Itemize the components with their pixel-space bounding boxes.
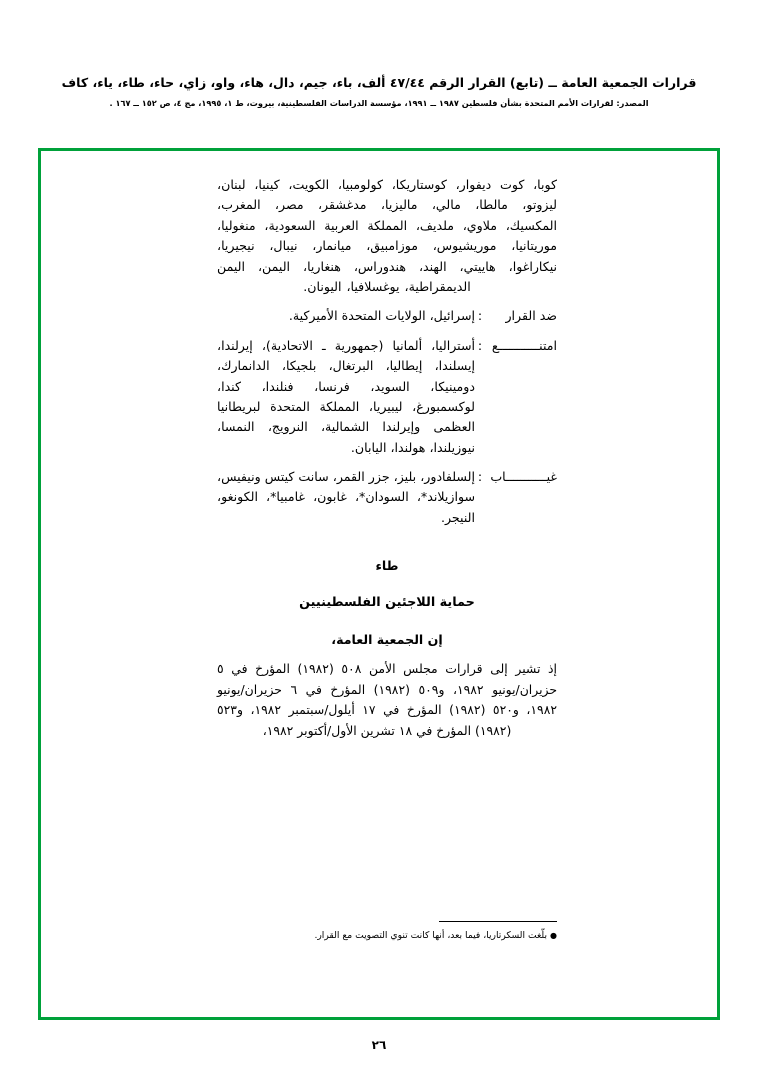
document-content: [217, 175, 557, 742]
vote-row: [217, 336, 557, 458]
header-source: المصدر: لقرارات الأمم المتحدة بشأن فلسطين ١٩٨٧ ــ ١٩٩١، مؤسسة الدراسات الفلسطينية، بيروت، ط ١، ١٩٩٥، مج ٤، ص ١٥٢ ــ ١٦٧ .: [109, 97, 649, 108]
footnote-bullet-icon: ●: [550, 930, 557, 940]
vote-label: ضد القرار: [505, 308, 557, 324]
footnote: [217, 921, 557, 943]
country-list-text: كوبا، كوت ديفوار، كوستاريكا، كولومبيا، الكويت، كينيا، لبنان، ليزوتو، مالطا، مالي، ماليزيا، مدغشقر، مصر، المغرب، المكسيك، ملاوي، ملديف، المملكة العربية السعودية، منغوليا، موريتانيا، موريشيوس، موزامبيق، ميانمار، نيبال، نيجيريا، نيكاراغوا، هاييتي، الهند، هندوراس، هنغاريا، اليمن، اليمن الديمقراطية، يوغسلافيا، اليونان.: [217, 177, 557, 294]
vote-label: امتنـــــــــــع: [491, 337, 557, 353]
vote-colon: :: [477, 469, 483, 485]
resolution-paragraph: إذ تشير إلى قرارات مجلس الأمن ٥٠٨ (١٩٨٢) المؤرخ في ٥ حزيران/يونيو ١٩٨٢، و٥٠٩ (١٩٨٢) المؤرخ في ٦ حزيران/يونيو ١٩٨٢، و٥٢٠ (١٩٨٢) المؤرخ في ١٧ أيلول/سبتمبر ١٩٨٢، و٥٢٣ (١٩٨٢) المؤرخ في ١٨ تشرين الأول/أكتوبر ١٩٨٢،: [217, 661, 558, 739]
resolution-title: حماية اللاجئين الفلسطينيين: [299, 595, 475, 611]
vote-text: أستراليا، ألمانيا (جمهورية ـ الاتحادية)، إيرلندا، إيسلندا، إيطاليا، البرتغال، بلجيكا، الدانمارك، دومينيكا، السويد، فرنسا، فنلندا، كندا، لوكسمبورغ، ليبيريا، المملكة المتحدة لبريطانيا العظمى وإيرلندا الشمالية، النرويج، النمسا، نيوزيلندا، هولندا، اليابان.: [217, 337, 475, 455]
vote-row: [217, 306, 557, 326]
green-border-frame: [38, 148, 720, 1020]
vote-text: إلسلفادور، بليز، جزر القمر، سانت كيتس ونيفيس، سوازيلاند*، السودان*، غابون، غامبيا*، الكونغو، النيجر.: [217, 469, 475, 525]
vote-text: إسرائيل، الولايات المتحدة الأميركية.: [288, 308, 475, 324]
page-number: ٢٦: [371, 1038, 387, 1052]
vote-label: غيـــــــــــاب: [490, 469, 557, 485]
header-title: قرارات الجمعية العامة ــ (تابع) القرار الرقم ٤٧/٤٤ ألف، باء، جيم، دال، هاء، واو، زاي، حاء، طاء، ياء، كاف: [61, 75, 697, 90]
resolution-opening: إن الجمعية العامة،: [331, 632, 443, 648]
vote-colon: :: [477, 337, 483, 353]
country-list: [217, 175, 557, 297]
running-head: [0, 74, 758, 109]
footnote-line: [217, 929, 557, 943]
section-letter-heading: طاء: [375, 558, 399, 574]
vote-colon: :: [477, 308, 483, 324]
vote-row: [217, 467, 557, 528]
footnote-text: بلّغت السكرتاريا، فيما بعد، أنها كانت تنوي التصويت مع القرار.: [314, 930, 548, 942]
footnote-separator: [439, 921, 557, 922]
